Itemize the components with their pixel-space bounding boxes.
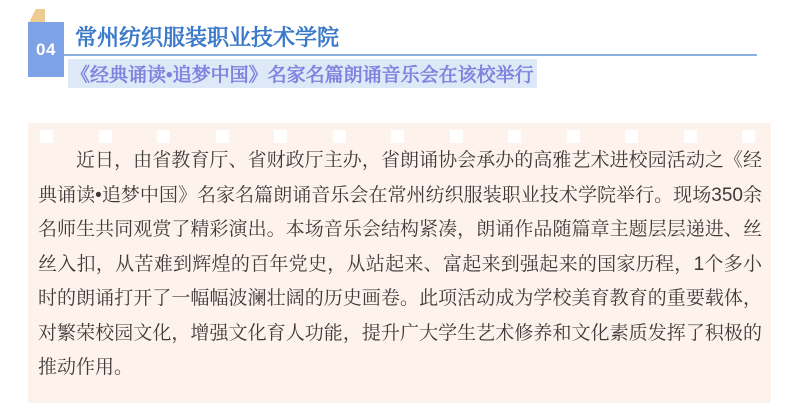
- subtitle-highlight-band: [68, 59, 537, 88]
- section-title: 常州纺织服装职业技术学院: [75, 25, 340, 50]
- section-number: 04: [36, 39, 56, 59]
- article-panel: [28, 123, 771, 403]
- article-paragraph: 近日，由省教育厅、省财政厅主办，省朗诵协会承办的高雅艺术进校园活动之《经典诵读•追梦中国》名家名篇朗诵音乐会在常州纺织服装职业技术学院举行。现场350余名师生共同观赏了精彩演出。本场音乐会结构紧凑，朗诵作品随篇章主题层层递进、丝丝入扣，从苦难到辉煌的百年党史，从站起来、富起来到强起来的国家历程，1个多小时的朗诵打开了一幅幅波澜壮阔的历史画卷。此项活动成为学校美育教育的重要载体，对繁荣校园文化，增强文化育人功能，提升广大学生艺术修养和文化素质发挥了积极的推动作用。: [38, 150, 762, 378]
- section-subtitle: 《经典诵读•追梦中国》名家名篇朗诵音乐会在该校举行: [71, 65, 534, 86]
- section-number-badge: [28, 22, 64, 77]
- header-divider-line: [64, 54, 757, 56]
